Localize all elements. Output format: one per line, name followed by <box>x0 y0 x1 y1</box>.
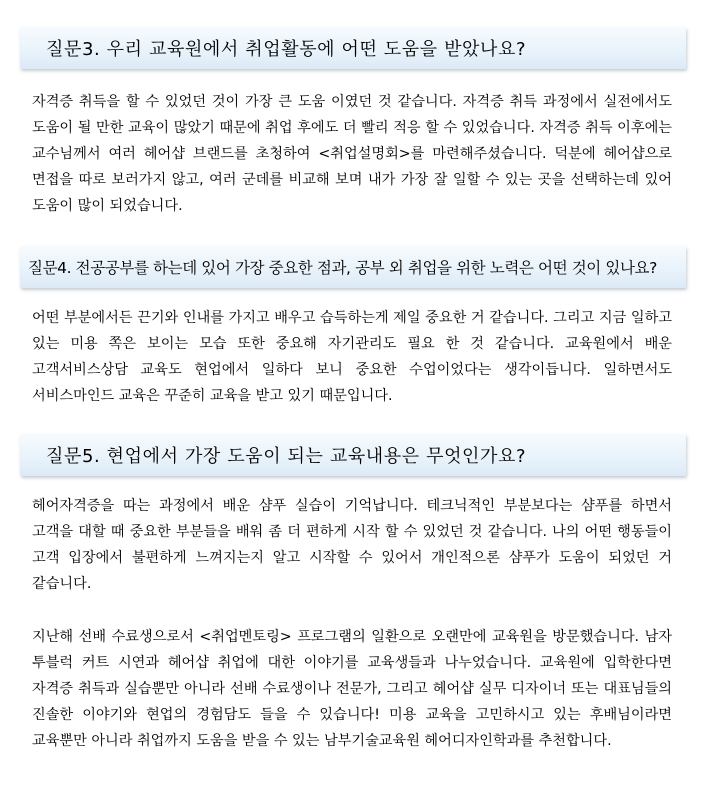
answer-5-paragraph-1: 헤어자격증을 따는 과정에서 배운 샴푸 실습이 기억납니다. 테크닉적인 부분보다는 샴푸를 하면서 고객을 대할 때 중요한 부분들을 배워 좀 더 편하게 시작 할 수 있었던 것 같습니다. 나의 어떤 행동들이 고객 입장에서 불편하게 느껴지는지 알고 시작할 수 있어서 개인적으론 샴푸가 도움이 되었던 거 같습니다. <box>32 498 672 592</box>
question-4-title: 질문4. 전공공부를 하는데 있어 가장 중요한 점과, 공부 외 취업을 위한 노력은 어떤 것이 있나요? <box>28 259 657 277</box>
answer-5-paragraph-2: 지난해 선배 수료생으로서 <취업멘토링> 프로그램의 일환으로 오랜만에 교육원을 방문했습니다. 남자 투블럭 커트 시연과 헤어샵 취업에 대한 이야기를 교육생들과 나누었습니다. 교육원에 입학한다면 자격증 취득과 실습뿐만 아니라 선배 수료생이나 전문가, 그리고 헤어샵 실무 디자이너 또는 대표님들의 진솔한 이야기와 현업의 경험담도 들을 수 있습니다! 미용 교육을 고민하시고 있는 후배님이라면 교육뿐만 아니라 취업까지 도움을 받을 수 있는 남부기술교육원 헤어디자인학과를 추천합니다. <box>32 629 672 749</box>
question-3-header <box>20 27 686 69</box>
question-3-title: 질문3. 우리 교육원에서 취업활동에 어떤 도움을 받았나요? <box>46 39 527 60</box>
question-4-header <box>20 246 686 288</box>
question-5-header <box>20 434 686 476</box>
answer-4-paragraph: 어떤 부분에서든 끈기와 인내를 가지고 배우고 습득하는게 제일 중요한 거 같습니다. 그리고 지금 일하고 있는 미용 쪽은 보이는 모습 또한 중요해 자기관리도 필요 한 것 같습니다. 교육원에서 배운 고객서비스상담 교육도 현업에서 일하다 보니 중요한 수업이었다는 생각이듭니다. 일하면서도 서비스마인드 교육은 꾸준히 교육을 받고 있기 때문입니다. <box>32 310 672 404</box>
question-5-title: 질문5. 현업에서 가장 도움이 되는 교육내용은 무엇인가요? <box>46 446 527 467</box>
answer-3-paragraph: 자격증 취득을 할 수 있었던 것이 가장 큰 도움 이였던 것 같습니다. 자격증 취득 과정에서 실전에서도 도움이 될 만한 교육이 많았기 때문에 취업 후에도 더 빨리 적응 할 수 있었습니다. 자격증 취득 이후에는 교수님께서 여러 헤어샵 브랜드를 초청하여 <취업설명회>를 마련해주셨습니다. 덕분에 헤어샵으로 면접을 따로 보러가지 않고, 여러 군데를 비교해 보며 내가 가장 잘 일할 수 있는 곳을 선택하는데 있어 도움이 많이 되었습니다. <box>32 94 672 214</box>
